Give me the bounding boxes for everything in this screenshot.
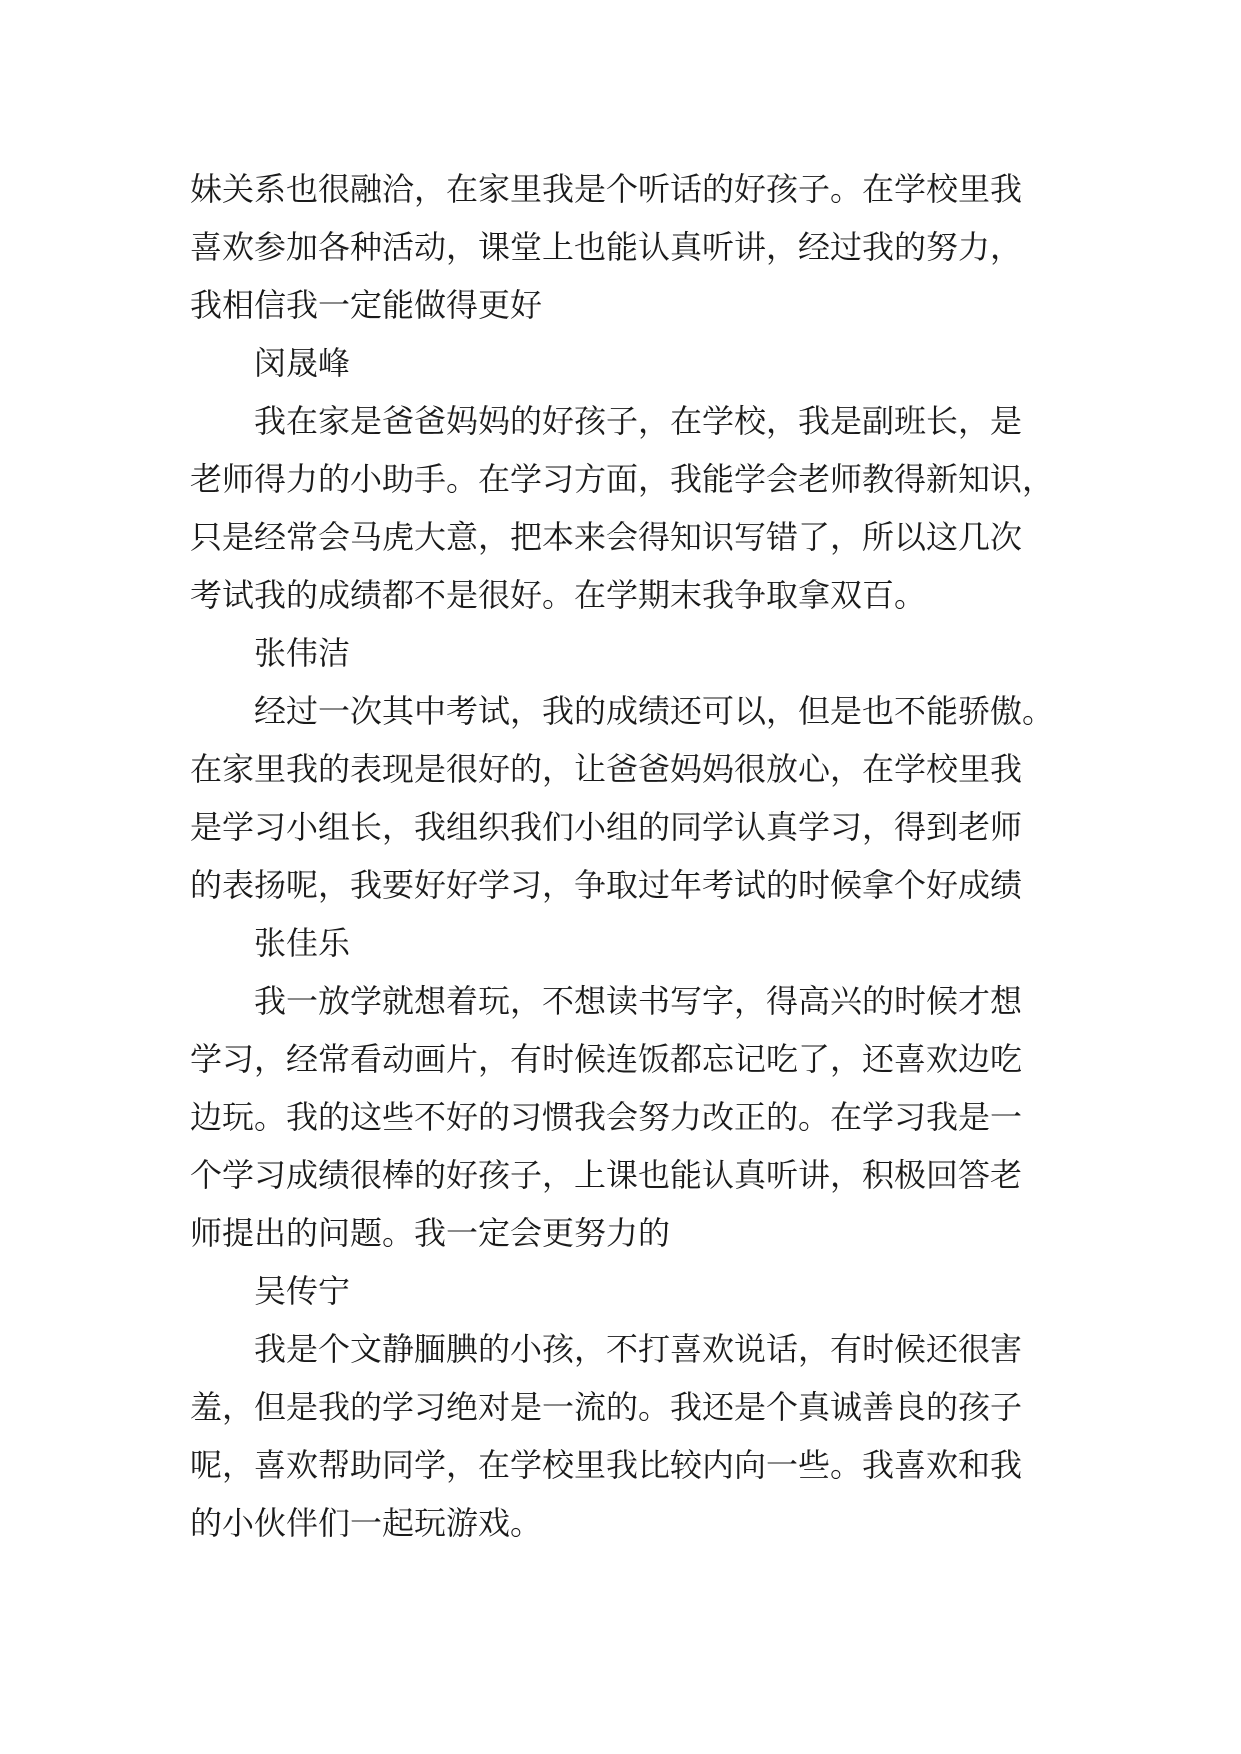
student-name: 闵晟峰 (254, 344, 351, 382)
text-line: 我是个文静腼腆的小孩，不打喜欢说话，有时候还很害 (254, 1330, 1023, 1368)
text-line: 喜欢参加各种活动，课堂上也能认真听讲，经过我的努力， (190, 228, 1023, 266)
student-name: 张伟洁 (254, 634, 351, 672)
document-body (190, 160, 1070, 1552)
student-name: 吴传宁 (254, 1272, 351, 1310)
text-line: 羞，但是我的学习绝对是一流的。我还是个真诚善良的孩子 (190, 1388, 1023, 1426)
text-line: 的表扬呢，我要好好学习，争取过年考试的时候拿个好成绩 (190, 866, 1023, 904)
text-line: 是学习小组长，我组织我们小组的同学认真学习，得到老师 (190, 808, 1023, 846)
text-line: 我相信我一定能做得更好 (190, 286, 543, 324)
text-line: 呢，喜欢帮助同学，在学校里我比较内向一些。我喜欢和我 (190, 1446, 1023, 1484)
text-line: 边玩。我的这些不好的习惯我会努力改正的。在学习我是一 (190, 1098, 1023, 1136)
text-line: 学习，经常看动画片，有时候连饭都忘记吃了，还喜欢边吃 (190, 1040, 1023, 1078)
text-line: 在家里我的表现是很好的，让爸爸妈妈很放心，在学校里我 (190, 750, 1023, 788)
text-line: 只是经常会马虎大意，把本来会得知识写错了，所以这几次 (190, 518, 1023, 556)
text-line: 经过一次其中考试，我的成绩还可以，但是也不能骄傲。 (254, 692, 1055, 730)
text-line: 考试我的成绩都不是很好。在学期末我争取拿双百。 (190, 576, 927, 614)
text-line: 我一放学就想着玩，不想读书写字，得高兴的时候才想 (254, 982, 1023, 1020)
text-line: 师提出的问题。我一定会更努力的 (190, 1214, 671, 1252)
text-line: 老师得力的小助手。在学习方面，我能学会老师教得新知识， (190, 460, 1055, 498)
text-line: 妹关系也很融洽，在家里我是个听话的好孩子。在学校里我 (190, 170, 1023, 208)
text-line: 个学习成绩很棒的好孩子，上课也能认真听讲，积极回答老 (190, 1156, 1023, 1194)
student-name: 张佳乐 (254, 924, 351, 962)
text-line: 的小伙伴们一起玩游戏。 (190, 1504, 543, 1542)
text-line: 我在家是爸爸妈妈的好孩子，在学校，我是副班长，是 (254, 402, 1023, 440)
